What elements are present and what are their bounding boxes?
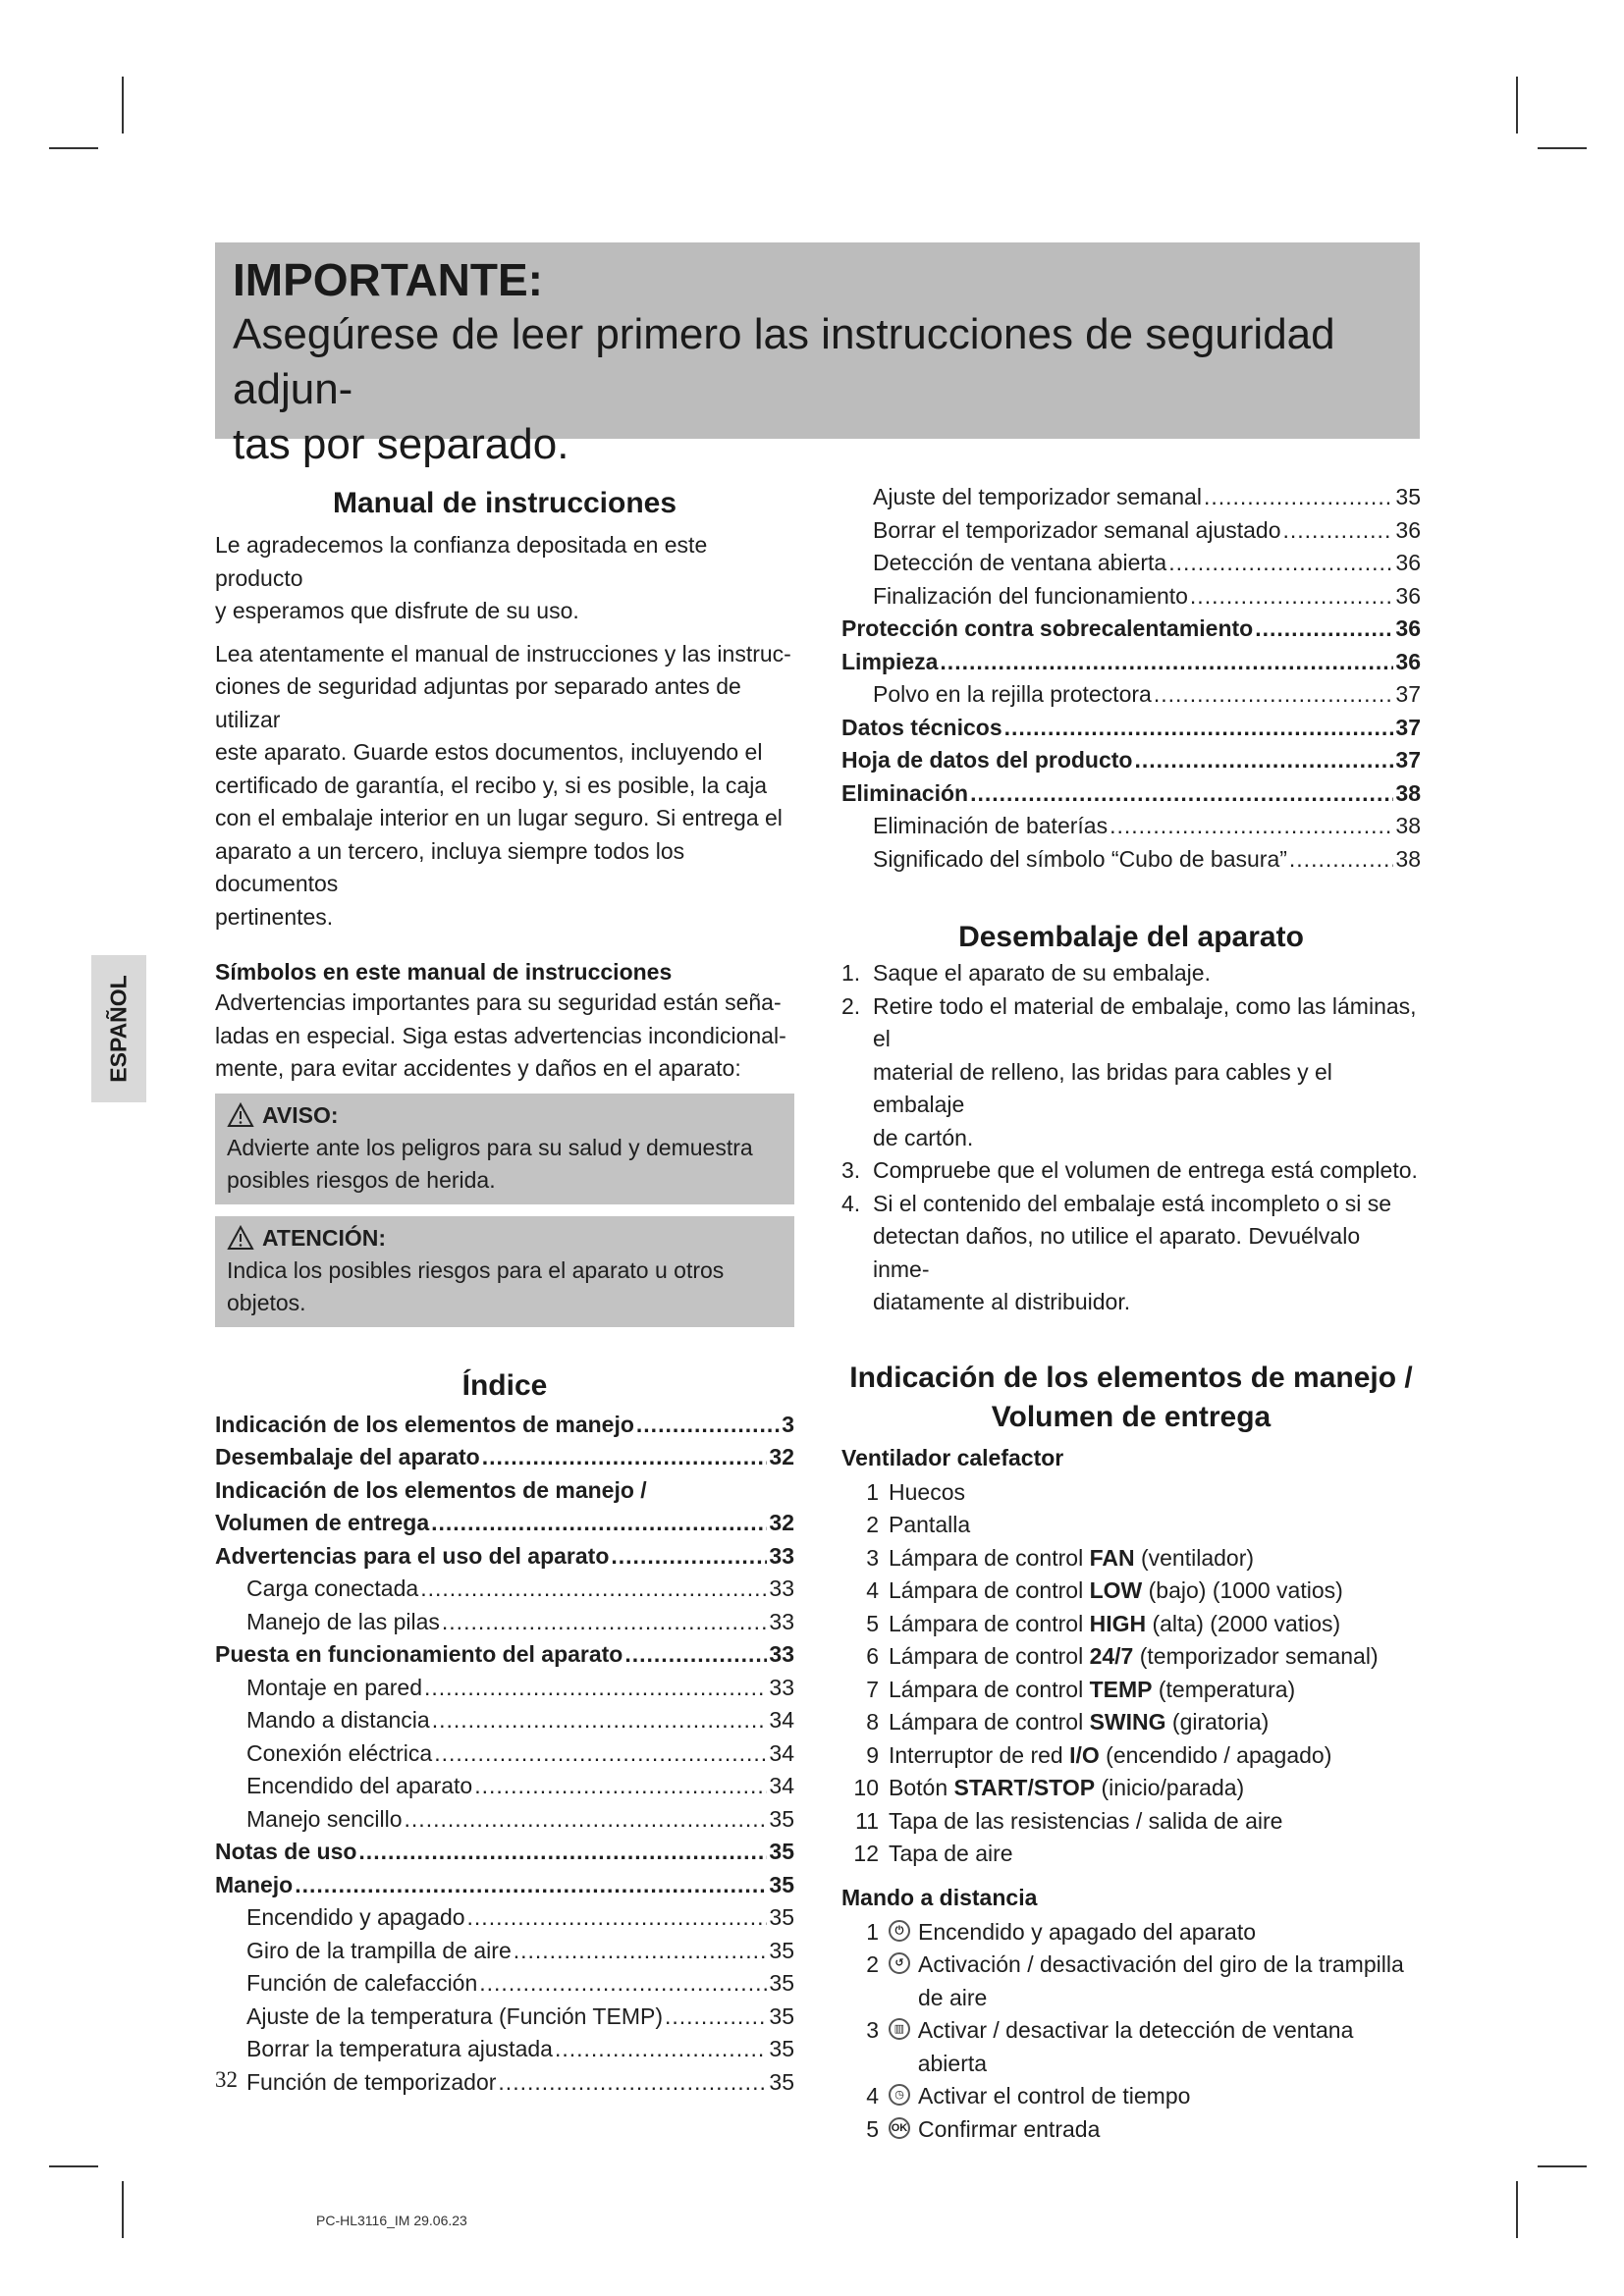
index-entry-leader <box>1282 517 1393 544</box>
item-text-bold: SWING <box>1089 1709 1166 1735</box>
remote-heading: Mando a distancia <box>841 1884 1038 1910</box>
item-text <box>889 1509 970 1542</box>
index-entry-label: Borrar el temporizador semanal ajustado <box>873 516 1281 543</box>
heater-part-item <box>841 1640 1421 1674</box>
right-column <box>841 484 1421 2146</box>
atencion-text: objetos. <box>227 1289 306 1315</box>
item-text <box>889 1542 1254 1575</box>
remote-button-item <box>841 1949 1421 2014</box>
index-entry-label: Indicación de los elementos de manejo <box>215 1411 634 1437</box>
item-number: 8 <box>866 1709 879 1735</box>
item-text-plain: Lámpara de control <box>889 1676 1090 1702</box>
warning-triangle-icon <box>227 1102 254 1128</box>
index-entry-page: 34 <box>769 1739 794 1766</box>
index-entry-leader <box>442 1609 768 1635</box>
index-entry <box>215 2003 794 2037</box>
aviso-box <box>215 1094 794 1204</box>
index-entry-page: 36 <box>1395 582 1421 609</box>
step-text-line: detectan daños, no utilice el aparato. Devuélvalo inme- <box>873 1223 1361 1282</box>
index-entry-label: Giro de la trampilla de aire <box>246 1937 512 1963</box>
index-entry-leader <box>434 1740 767 1767</box>
item-text <box>889 1805 1282 1839</box>
index-entry-leader <box>1289 846 1394 873</box>
index-entry-label: Polvo en la rejilla protectora <box>873 681 1152 707</box>
index-entry-label: Ajuste del temporizador semanal <box>873 484 1202 509</box>
index-entry <box>841 747 1421 780</box>
index-entry-page: 38 <box>1395 779 1421 806</box>
atencion-box <box>215 1216 794 1327</box>
heater-part-item <box>841 1772 1421 1805</box>
manual-body-line: certificado de garantía, el recibo y, si es posible, la caja <box>215 772 768 798</box>
index-entry-page: 35 <box>769 1805 794 1832</box>
item-text-suffix: (giratoria) <box>1165 1709 1270 1735</box>
index-entry-leader <box>431 1510 767 1536</box>
crop-mark <box>1516 2181 1518 2238</box>
item-text <box>889 1772 1244 1805</box>
item-text-suffix: (temperatura) <box>1152 1676 1296 1702</box>
index-entry <box>215 1970 794 2003</box>
index-entry <box>215 2069 794 2103</box>
crop-mark <box>1516 77 1518 133</box>
index-entry-leader <box>1190 583 1393 610</box>
index-entry-leader <box>1204 484 1393 510</box>
index-list-continued <box>841 484 1421 879</box>
index-entry-leader <box>555 2036 767 2062</box>
remote-button-item <box>841 2080 1421 2113</box>
index-entry-page: 38 <box>1395 813 1421 838</box>
heater-part-item <box>841 1476 1421 1510</box>
index-entry <box>215 1675 794 1708</box>
item-text-plain: Botón <box>889 1775 954 1800</box>
index-entry-label: Desembalaje del aparato <box>215 1444 480 1469</box>
index-entry-label: Protección contra sobrecalentamiento <box>841 615 1254 641</box>
step-text-line: diatamente al distribuidor. <box>873 1289 1131 1314</box>
heater-part-item <box>841 1805 1421 1839</box>
item-text-bold: I/O <box>1069 1741 1100 1768</box>
item-text-suffix: (inicio/parada) <box>1095 1775 1245 1800</box>
left-column <box>215 484 794 2102</box>
item-number: 4 <box>866 1577 879 1603</box>
index-entry-page: 35 <box>769 2036 794 2061</box>
index-entry-page: 3 <box>782 1411 794 1437</box>
item-number: 6 <box>866 1643 879 1669</box>
index-entry-leader <box>1168 550 1393 576</box>
index-entry-leader <box>624 1641 767 1668</box>
index-entry-label: Encendido y apagado <box>246 1904 465 1930</box>
item-text-plain: Tapa de aire <box>889 1841 1013 1866</box>
index-entry-label: Notas de uso <box>215 1839 357 1864</box>
heater-part-item <box>841 1575 1421 1608</box>
crop-mark <box>1538 147 1587 149</box>
item-text <box>889 1706 1269 1739</box>
step-text-line: Si el contenido del embalaje está incompleto o si se <box>873 1190 1392 1216</box>
item-text-suffix: (encendido / apagado) <box>1099 1741 1332 1768</box>
item-text <box>889 1476 965 1510</box>
index-entry-leader <box>1255 615 1393 642</box>
index-entry <box>215 1543 794 1576</box>
index-entry-label: Manejo sencillo <box>246 1805 403 1832</box>
index-entry-label: Conexión eléctrica <box>246 1739 433 1766</box>
step-text-line: Compruebe que el volumen de entrega está completo. <box>873 1157 1418 1183</box>
index-entry-leader <box>424 1675 767 1701</box>
step-number: 4. <box>841 1190 861 1216</box>
index-entry-page: 37 <box>1395 747 1421 773</box>
item-text-line: Activación / desactivación del giro de la trampilla <box>918 1951 1404 1977</box>
index-entry-page: 33 <box>769 1608 794 1634</box>
symbols-line: Advertencias importantes para su seguridad están seña- <box>215 989 782 1015</box>
index-entry-label: Puesta en funcionamiento del aparato <box>215 1641 623 1667</box>
item-text-line: Activar el control de tiempo <box>918 2083 1191 2109</box>
index-entry-label: Advertencias para el uso del aparato <box>215 1542 610 1569</box>
index-entry-label: Limpieza <box>841 648 939 674</box>
important-banner <box>215 242 1420 468</box>
index-entry <box>215 1412 794 1445</box>
step-text <box>873 957 1211 990</box>
step-text-line: Retire todo el material de embalaje, como las láminas, el <box>873 992 1417 1051</box>
heater-part-item <box>841 1706 1421 1739</box>
item-text-plain: Huecos <box>889 1478 965 1505</box>
index-entry-label: Manejo <box>215 1871 294 1897</box>
unpacking-heading: Desembalaje del aparato <box>958 921 1304 953</box>
item-text <box>889 1739 1331 1773</box>
index-entry-leader <box>1134 747 1393 774</box>
index-entry-label: Mando a distancia <box>246 1707 430 1733</box>
item-text-bold: 24/7 <box>1089 1643 1134 1669</box>
crop-mark <box>49 2165 98 2167</box>
heater-part-item <box>841 1542 1421 1575</box>
item-text <box>918 2113 1100 2147</box>
index-entry <box>215 1641 794 1675</box>
step-text-line: de cartón. <box>873 1124 974 1150</box>
item-text-suffix: (temporizador semanal) <box>1133 1643 1379 1669</box>
manual-intro-line: y esperamos que disfrute de su uso. <box>215 598 579 623</box>
index-entry-label: Eliminación <box>841 779 969 806</box>
index-entry-leader <box>405 1806 768 1833</box>
index-entry <box>215 1444 794 1477</box>
index-entry-page: 35 <box>769 2068 794 2095</box>
index-entry-label: Manejo de las pilas <box>246 1608 440 1634</box>
index-entry <box>841 813 1421 846</box>
item-text-bold: HIGH <box>1089 1610 1147 1636</box>
item-text-plain: Lámpara de control <box>889 1544 1090 1571</box>
item-text <box>889 1838 1013 1871</box>
manual-heading: Manual de instrucciones <box>332 487 677 519</box>
heater-heading: Ventilador calefactor <box>841 1444 1064 1470</box>
index-entry-label: Datos técnicos <box>841 714 1002 740</box>
heater-part-item <box>841 1838 1421 1871</box>
index-entry-page: 35 <box>769 2002 794 2029</box>
index-entry-page: 36 <box>1395 648 1421 674</box>
item-text-plain: Tapa de las resistencias / salida de aire <box>889 1807 1283 1834</box>
index-entry-leader <box>467 1904 768 1931</box>
index-entry-label: Detección de ventana abierta <box>873 550 1167 575</box>
item-number: 11 <box>855 1807 879 1834</box>
manual-body-line: aparato a un tercero, incluya siempre todos los documentos <box>215 837 685 896</box>
index-entry <box>215 1773 794 1806</box>
index-entry-leader <box>474 1773 767 1799</box>
item-text-plain: Interruptor de red <box>889 1741 1070 1768</box>
index-entry-label: Borrar la temperatura ajustada <box>246 2036 553 2061</box>
manual-body-line: este aparato. Guarde estos documentos, incluyendo el <box>215 739 763 765</box>
item-text-line: Activar / desactivar la detección de ventana abierta <box>917 2017 1354 2076</box>
item-text-bold: TEMP <box>1089 1676 1153 1702</box>
index-entry-page: 38 <box>1395 845 1421 872</box>
index-entry-leader <box>498 2069 767 2096</box>
heater-part-item <box>841 1608 1421 1641</box>
manual-intro-line: Le agradecemos la confianza depositada en este producto <box>215 532 708 591</box>
item-text <box>889 1674 1295 1707</box>
crop-mark <box>49 147 98 149</box>
item-text-line: de aire <box>918 1984 988 2010</box>
index-heading: Índice <box>461 1368 548 1402</box>
item-text <box>918 2080 1190 2113</box>
item-text <box>889 1575 1343 1608</box>
unpacking-steps <box>841 957 1421 1319</box>
index-entry <box>215 1510 794 1543</box>
index-entry-page: 36 <box>1395 550 1421 575</box>
index-entry-label: Significado del símbolo “Cubo de basura” <box>873 845 1287 872</box>
index-entry-label: Indicación de los elementos de manejo / <box>215 1476 647 1503</box>
index-entry <box>841 484 1421 517</box>
item-number: 5 <box>866 1610 879 1636</box>
index-entry-leader <box>295 1872 767 1898</box>
index-entry-label: Hoja de datos del producto <box>841 747 1133 773</box>
index-entry-leader <box>432 1707 768 1734</box>
index-entry-leader <box>1110 813 1393 839</box>
index-entry <box>215 1575 794 1609</box>
item-number: 3 <box>866 1544 879 1571</box>
index-entry-label: Ajuste de la temperatura (Función TEMP) <box>246 2002 663 2029</box>
manual-body-line: pertinentes. <box>215 903 334 930</box>
item-number: 12 <box>853 1841 879 1866</box>
index-entry <box>215 1609 794 1642</box>
item-number: 1 <box>866 1918 879 1945</box>
swing-icon: ↺ <box>889 1952 910 1974</box>
item-text-suffix: (ventilador) <box>1134 1544 1255 1571</box>
atencion-title: ATENCIÓN: <box>262 1224 387 1251</box>
index-entry <box>215 1806 794 1840</box>
index-entry <box>841 615 1421 649</box>
index-entry <box>841 583 1421 616</box>
index-entry-label: Función de temporizador <box>246 2068 497 2095</box>
index-entry-label: Función de calefacción <box>246 1970 478 1996</box>
step-text <box>873 1154 1418 1188</box>
index-entry <box>215 1938 794 1971</box>
step-text <box>873 1188 1421 1319</box>
index-entry-leader <box>1004 715 1394 741</box>
index-entry-label: Finalización del funcionamiento <box>873 582 1188 609</box>
index-entry-page: 36 <box>1395 516 1421 543</box>
unpacking-step <box>841 990 1421 1155</box>
language-tab-label: ESPAÑOL <box>105 975 132 1083</box>
step-text-line: Saque el aparato de su embalaje. <box>873 960 1211 986</box>
crop-mark <box>1538 2165 1587 2167</box>
item-text-bold: LOW <box>1089 1577 1143 1603</box>
item-number: 9 <box>866 1741 879 1768</box>
symbols-line: mente, para evitar accidentes y daños en el aparato: <box>215 1055 741 1081</box>
index-entry <box>841 715 1421 748</box>
unpacking-step <box>841 1154 1421 1188</box>
item-text <box>918 1916 1256 1949</box>
index-entry <box>841 649 1421 682</box>
index-entry-leader <box>1154 681 1394 708</box>
language-tab <box>91 955 146 1102</box>
step-text <box>873 990 1421 1155</box>
item-number: 3 <box>866 2017 879 2043</box>
item-number: 7 <box>866 1676 879 1702</box>
index-entry <box>215 1839 794 1872</box>
symbols-line: ladas en especial. Siga estas advertencias incondicional- <box>215 1022 786 1048</box>
index-entry-leader <box>611 1543 767 1570</box>
timer-icon: ◷ <box>889 2084 910 2106</box>
index-list <box>215 1412 794 2103</box>
item-text-line: Encendido y apagado del aparato <box>918 1918 1257 1945</box>
remote-button-item <box>841 1916 1421 1949</box>
banner-title: IMPORTANTE: <box>233 254 544 305</box>
aviso-title: AVISO: <box>262 1101 339 1128</box>
heater-part-item <box>841 1509 1421 1542</box>
crop-mark <box>122 77 124 133</box>
item-number: 4 <box>866 2083 879 2109</box>
item-text-plain: Lámpara de control <box>889 1610 1090 1636</box>
ok-icon: OK <box>889 2117 910 2139</box>
index-entry <box>841 681 1421 715</box>
index-entry <box>841 846 1421 880</box>
item-text-line: Confirmar entrada <box>918 2115 1101 2142</box>
index-entry-label: Eliminación de baterías <box>873 813 1109 838</box>
index-entry-leader <box>358 1839 767 1865</box>
index-entry <box>215 2036 794 2069</box>
index-entry-page: 35 <box>769 1871 794 1897</box>
index-entry-leader <box>479 1970 767 1997</box>
footer-code: PC-HL3116_IM 29.06.23 <box>316 2213 467 2228</box>
banner-line-1: Asegúrese de leer primero las instrucciones de seguridad adjun- <box>233 310 1335 413</box>
index-entry-page: 32 <box>769 1444 794 1469</box>
step-number: 3. <box>841 1157 861 1183</box>
item-text-bold: FAN <box>1089 1544 1135 1571</box>
index-entry-page: 33 <box>769 1542 794 1569</box>
unpacking-step <box>841 957 1421 990</box>
item-text-plain: Pantalla <box>889 1512 971 1537</box>
index-entry-label: Montaje en pared <box>246 1674 423 1700</box>
item-number: 5 <box>866 2115 879 2142</box>
index-entry-leader <box>940 649 1393 675</box>
controls-heading-line-1: Indicación de los elementos de manejo / <box>849 1361 1413 1394</box>
index-entry-page: 32 <box>769 1510 794 1535</box>
index-entry-page: 37 <box>1395 714 1421 740</box>
item-text-suffix: (bajo) (1000 vatios) <box>1142 1577 1343 1603</box>
atencion-text: Indica los posibles riesgos para el aparato u otros <box>227 1256 725 1283</box>
index-entry <box>841 517 1421 551</box>
unpacking-step <box>841 1188 1421 1319</box>
step-text-line: material de relleno, las bridas para cables y el embalaje <box>873 1058 1332 1117</box>
index-entry-page: 34 <box>769 1707 794 1733</box>
index-entry-leader <box>665 2003 767 2030</box>
controls-heading-line-2: Volumen de entrega <box>991 1400 1272 1433</box>
page-number: 32 <box>215 2067 238 2092</box>
index-entry-label: Carga conectada <box>246 1575 419 1601</box>
item-text-bold: START/STOP <box>953 1775 1096 1800</box>
remote-button-item <box>841 2113 1421 2147</box>
window-icon: ▥ <box>889 2018 910 2040</box>
index-entry <box>215 1740 794 1774</box>
heater-part-item <box>841 1674 1421 1707</box>
aviso-text: posibles riesgos de herida. <box>227 1166 496 1193</box>
item-number: 1 <box>866 1478 879 1505</box>
item-text <box>889 1640 1379 1674</box>
manual-body-line: ciones de seguridad adjuntas por separado antes de utilizar <box>215 673 741 732</box>
remote-button-item <box>841 2014 1421 2080</box>
crop-mark <box>122 2181 124 2238</box>
aviso-text: Advierte ante los peligros para su salud y demuestra <box>227 1134 753 1160</box>
index-entry <box>215 1477 794 1511</box>
index-entry-page: 35 <box>1395 484 1421 509</box>
item-text <box>889 1608 1340 1641</box>
symbols-heading: Símbolos en este manual de instrucciones <box>215 959 673 985</box>
index-entry-leader <box>420 1575 767 1602</box>
item-text <box>918 2014 1421 2080</box>
item-text-plain: Lámpara de control <box>889 1643 1090 1669</box>
heater-parts-list <box>841 1476 1421 1871</box>
item-text-plain: Lámpara de control <box>889 1709 1090 1735</box>
step-number: 2. <box>841 992 861 1019</box>
item-text-suffix: (alta) (2000 vatios) <box>1146 1610 1341 1636</box>
remote-buttons-list <box>841 1916 1421 2147</box>
banner-line-2: tas por separado. <box>233 420 569 468</box>
index-entry-page: 35 <box>769 1937 794 1963</box>
index-entry-page: 35 <box>769 1839 794 1864</box>
manual-body-line: Lea atentamente el manual de instrucciones y las instruc- <box>215 640 791 667</box>
index-entry-page: 35 <box>769 1970 794 1996</box>
index-entry <box>215 1707 794 1740</box>
power-icon: ⏻ <box>889 1920 910 1942</box>
index-entry-leader <box>636 1412 780 1438</box>
index-entry-label: Volumen de entrega <box>215 1510 430 1535</box>
index-entry-page: 35 <box>769 1904 794 1930</box>
item-number: 10 <box>853 1775 879 1800</box>
item-number: 2 <box>866 1951 879 1977</box>
index-entry-page: 34 <box>769 1773 794 1798</box>
step-number: 1. <box>841 960 861 986</box>
index-entry-page: 36 <box>1395 615 1421 641</box>
index-entry-leader <box>514 1938 768 1964</box>
item-text <box>918 1949 1404 2014</box>
warning-triangle-icon <box>227 1225 254 1251</box>
index-entry <box>841 550 1421 583</box>
index-entry <box>215 1872 794 1905</box>
index-entry <box>841 780 1421 814</box>
manual-body-line: con el embalaje interior en un lugar seguro. Si entrega el <box>215 805 783 830</box>
index-entry-page: 37 <box>1395 681 1421 707</box>
index-entry-label: Encendido del aparato <box>246 1773 473 1798</box>
index-entry-leader <box>970 780 1393 807</box>
index-entry-page: 33 <box>769 1641 794 1667</box>
heater-part-item <box>841 1739 1421 1773</box>
index-entry-page: 33 <box>769 1674 794 1700</box>
item-number: 2 <box>866 1512 879 1537</box>
item-text-plain: Lámpara de control <box>889 1577 1090 1603</box>
index-entry <box>215 1904 794 1938</box>
index-entry-page: 33 <box>769 1575 794 1601</box>
index-entry-leader <box>482 1444 768 1470</box>
